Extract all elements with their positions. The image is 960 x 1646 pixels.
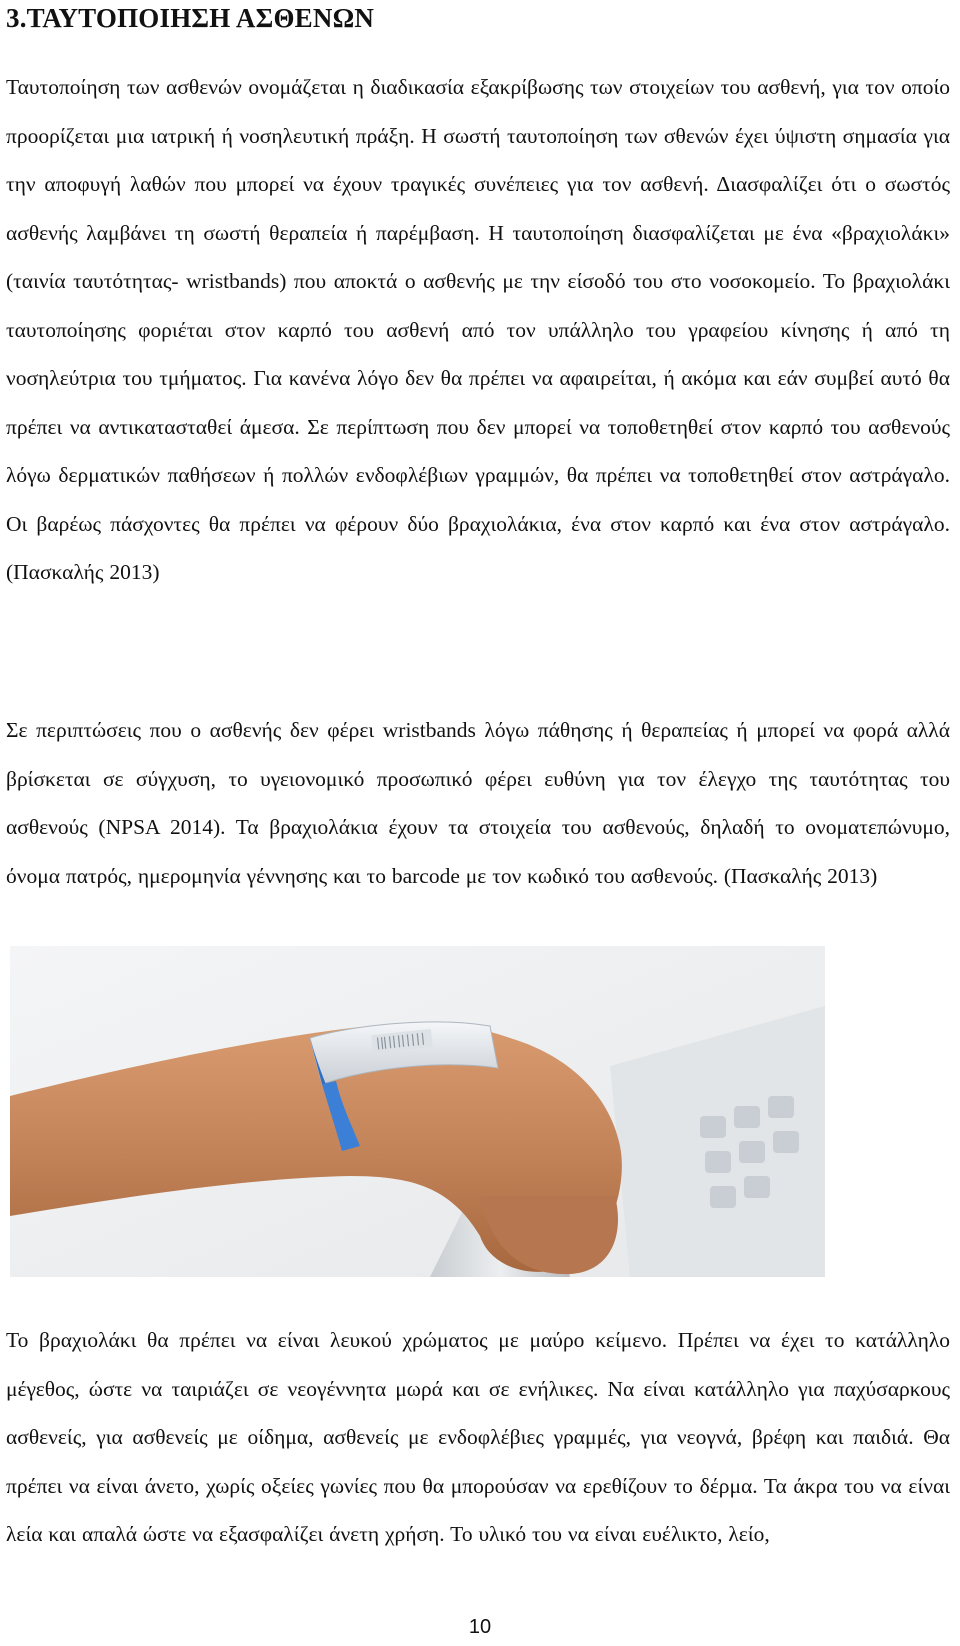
wristband-photo <box>10 946 825 1277</box>
wristband-illustration <box>10 946 825 1277</box>
section-heading: 3.ΤΑΥΤΟΠΟΙΗΣΗ ΑΣΘΕΝΩΝ <box>6 3 375 33</box>
paragraph-wristband-responsibility: Σε περιπτώσεις που ο ασθενής δεν φέρει wristbands λόγω πάθησης ή θεραπείας ή μπορεί να φορά αλλά βρίσκεται σε σύγχυση, το υγειονομικό προσωπικό φέρει ευθύνη για τον έλεγχο της ταυτότητας του ασθενούς (NPSA 2014). Τα βραχιολάκια έχουν τα στοιχεία του ασθενούς, δηλαδή το ονοματεπώνυμο, όνομα πατρός, ημερομηνία γέννησης και το barcode με τον κωδικό του ασθενούς. (Πασκαλής 2013) <box>6 718 950 888</box>
page-number: 10 <box>468 1616 492 1638</box>
paragraph-wristband-requirements: Το βραχιολάκι θα πρέπει να είναι λευκού χρώματος με μαύρο κείμενο. Πρέπει να έχει το κατάλληλο μέγεθος, ώστε να ταιριάζει σε νεογέννητα μωρά και σε ενήλικες. Να είναι κατάλληλο για παχύσαρκους ασθενείς, για ασθενείς με οίδημα, ασθενείς με ενδοφλέβιες γραμμές, για νεογνά, βρέφη και παιδιά. Θα πρέπει να είναι άνετο, χωρίς οξείες γωνίες που θα μπορούσαν να ερεθίζουν το δέρμα. Τα άκρα του να είναι λεία και απαλά ώστε να εξασφαλίζει άνετη χρήση. Το υλικό του να είναι ευέλικτο, λείο, <box>6 1328 950 1546</box>
paragraph-patient-identification: Ταυτοποίηση των ασθενών ονομάζεται η διαδικασία εξακρίβωσης των στοιχείων του ασθενή, για τον οποίο προορίζεται μια ιατρική ή νοσηλευτική πράξη. Η σωστή ταυτοποίηση των σθενών έχει ύψιστη σημασία για την αποφυγή λαθών που μπορεί να έχουν τραγικές συνέπειες για τον ασθενή. Διασφαλίζει ότι ο σωστός ασθενής λαμβάνει τη σωστή θεραπεία ή παρέμβαση. Η ταυτοποίηση διασφαλίζεται με ένα «βραχιολάκι» (ταινία ταυτότητας- wristbands) που αποκτά ο ασθενής με την είσοδό του στο νοσοκομείο. Το βραχιολάκι ταυτοποίησης φοριέται στον καρπό του ασθενή από τον υπάλληλο του γραφείου κίνησης ή από τη νοσηλεύτρια του τμήματος. Για κανένα λόγο δεν θα πρέπει να αφαιρείται, ή ακόμα και εάν συμβεί αυτό θα πρέπει να αντικατασταθεί άμεσα. Σε περίπτωση που δεν μπορεί να τοποθετηθεί στον καρπό του ασθενούς λόγω δερματικών παθήσεων ή πολλών ενδοφλέβιων γραμμών, θα πρέπει να τοποθετηθεί στον αστράγαλο. Οι βαρέως πάσχοντες θα πρέπει να φέρουν δύο βραχιολάκια, ένα στον καρπό και ένα στον αστράγαλο. (Πασκαλής 2013) <box>6 75 950 584</box>
